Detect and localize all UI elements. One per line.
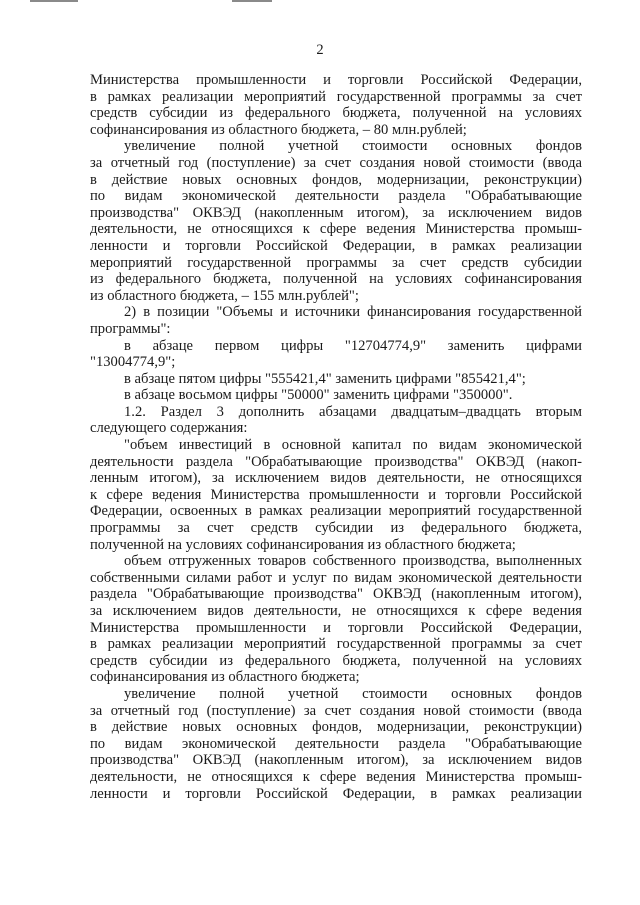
text-line: в абзаце восьмом цифры "50000" заменить цифрами "350000".	[124, 387, 513, 404]
text-line: средств субсидии из федерального бюджета, полученной на условиях	[90, 105, 582, 122]
text-line: полученной на условиях софинансирования из областного бюджета;	[90, 536, 516, 553]
text-line: объем отгруженных товаров собственного производства, выполненных	[124, 553, 582, 570]
text-line: в действие новых основных фондов, модернизации, реконструкции)	[90, 719, 582, 736]
text-line: деятельности, не относящихся к сфере ведения Министерства промыш-	[90, 221, 582, 238]
text-line: ленности и торговли Российской Федерации, в рамках реализации	[90, 237, 582, 254]
text-line: в абзаце первом цифры "12704774,9" заменить цифрами	[124, 337, 582, 354]
text-line: в рамках реализации мероприятий государственной программы за счет	[90, 88, 582, 105]
text-line: по видам экономической деятельности раздела "Обрабатывающие	[90, 188, 582, 205]
text-line: программы":	[90, 320, 171, 337]
text-line: в абзаце пятом цифры "555421,4" заменить цифрами "855421,4";	[124, 370, 526, 387]
text-line: Министерства промышленности и торговли Российской Федерации,	[90, 72, 582, 88]
text-line: софинансирования из областного бюджета;	[90, 669, 360, 686]
text-line: увеличение полной учетной стоимости основных фондов	[124, 685, 582, 702]
text-line: к сфере ведения Министерства промышленности и торговли Российской	[90, 486, 582, 503]
text-line: из областного бюджета, – 155 млн.рублей";	[90, 287, 359, 304]
text-line: увеличение полной учетной стоимости основных фондов	[124, 138, 582, 155]
text-line: 2) в позиции "Объемы и источники финансирования государственной	[124, 304, 582, 321]
text-line: за отчетный год (поступление) за счет создания новой стоимости (ввода	[90, 702, 582, 719]
text-line: за отчетный год (поступление) за счет создания новой стоимости (ввода	[90, 154, 582, 171]
text-line: "объем инвестиций в основной капитал по видам экономической	[124, 437, 582, 454]
scan-edge-mark	[30, 0, 78, 2]
text-line: "13004774,9";	[90, 354, 176, 371]
text-line: производства" ОКВЭД (накопленным итогом), за исключением видов	[90, 204, 582, 221]
text-line: программы за счет средств субсидии из федерального бюджета,	[90, 520, 582, 537]
text-line: мероприятий государственной программы за счет средств субсидии	[90, 254, 582, 271]
text-line: из федерального бюджета, полученной на условиях софинансирования	[90, 271, 582, 288]
text-line: Федерации, освоенных в рамках реализации мероприятий государственной	[90, 503, 582, 520]
text-line: в действие новых основных фондов, модернизации, реконструкции)	[90, 171, 582, 188]
text-line: ленным итогом), за исключением видов деятельности, не относящихся	[90, 470, 582, 487]
text-line: за исключением видов деятельности, не относящихся к сфере ведения	[90, 603, 582, 619]
text-line: средств субсидии из федерального бюджета, полученной на условиях	[90, 652, 582, 669]
text-line: Министерства промышленности и торговли Российской Федерации,	[90, 619, 582, 636]
text-line: деятельности раздела "Обрабатывающие производства" ОКВЭД (накоп-	[90, 453, 582, 470]
text-line: раздела "Обрабатывающие производства" ОКВЭД (накопленным итогом),	[90, 586, 582, 603]
document-body	[90, 72, 582, 802]
text-line: по видам экономической деятельности раздела "Обрабатывающие	[90, 735, 582, 752]
page-number: 2	[316, 42, 324, 58]
text-line: в рамках реализации мероприятий государственной программы за счет	[90, 636, 582, 653]
text-line: деятельности, не относящихся к сфере ведения Министерства промыш-	[90, 768, 582, 785]
scan-edge-mark	[232, 0, 272, 2]
text-line: ленности и торговли Российской Федерации, в рамках реализации	[90, 785, 582, 802]
text-line: производства" ОКВЭД (накопленным итогом), за исключением видов	[90, 752, 582, 769]
text-line: собственными силами работ и услуг по видам экономической деятельности	[90, 569, 582, 586]
text-line: 1.2. Раздел 3 дополнить абзацами двадцатым–двадцать вторым	[124, 403, 582, 420]
text-line: следующего содержания:	[90, 420, 248, 437]
text-line: софинансирования из областного бюджета, – 80 млн.рублей;	[90, 121, 467, 138]
